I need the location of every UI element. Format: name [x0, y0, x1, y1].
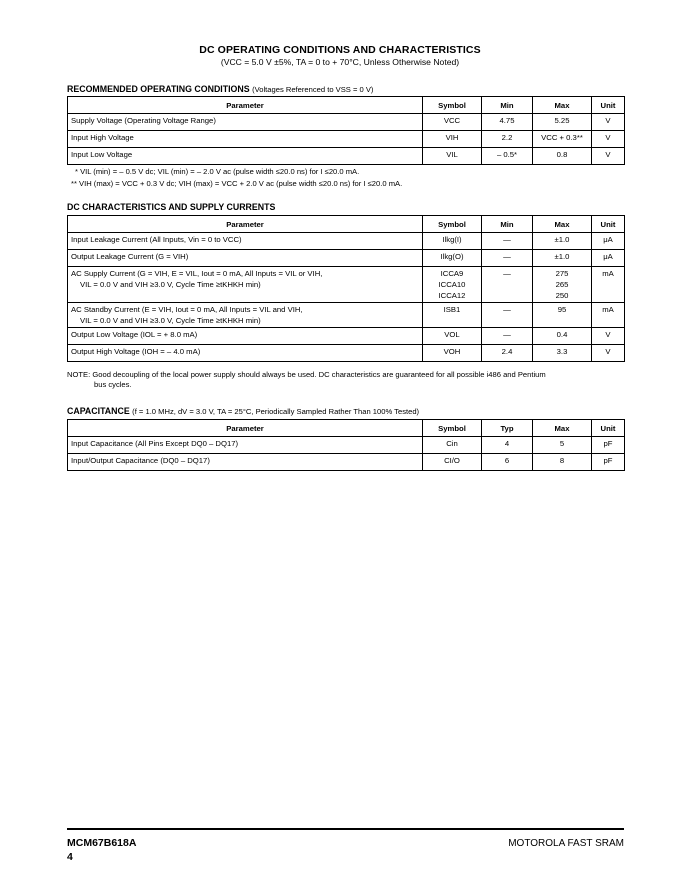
table-row: [68, 131, 625, 148]
table-header-row: [68, 216, 625, 233]
col-header: Symbol: [423, 97, 482, 114]
typ-cell: 4: [482, 437, 533, 454]
symbol-cell: Ilkg(O): [423, 250, 482, 267]
col-header: Unit: [592, 420, 625, 437]
unit-cell: mA: [592, 303, 625, 328]
min-cell: —: [482, 328, 533, 345]
table-row: [68, 233, 625, 250]
recommended-title-note: (Voltages Referenced to VSS = 0 V): [252, 85, 374, 94]
col-header: Min: [482, 97, 533, 114]
dc-section-title: DC CHARACTERISTICS AND SUPPLY CURRENTS: [67, 202, 276, 212]
col-header: Parameter: [68, 97, 423, 114]
part-number: MCM67B618A: [67, 837, 137, 849]
min-cell: 2.4: [482, 345, 533, 362]
unit-cell: V: [592, 131, 625, 148]
unit-cell: V: [592, 148, 625, 165]
parameter-line: VIL = 0.0 V and VIH ≥3.0 V, Cycle Time ≥tKHKH min): [80, 280, 261, 289]
table-row: [68, 303, 625, 328]
unit-cell: mA: [592, 267, 625, 303]
parameter-cell: Output Leakage Current (G = VIH): [68, 250, 423, 267]
symbol-cell: Cin: [423, 437, 482, 454]
max-cell: VCC + 0.3**: [533, 131, 592, 148]
dc-note: [67, 370, 627, 390]
parameter-line: AC Supply Current (G = VIH, E = VIL, Iout = 0 mA, All Inputs = VIL or VIH,: [71, 269, 323, 278]
min-cell: —: [482, 250, 533, 267]
table-row: [68, 345, 625, 362]
capacitance-section-title: [67, 406, 419, 416]
typ-cell: 6: [482, 454, 533, 471]
parameter-cell: Input Capacitance (All Pins Except DQ0 – DQ17): [68, 437, 423, 454]
unit-cell: pF: [592, 454, 625, 471]
symbol-cell: Ilkg(I): [423, 233, 482, 250]
col-header: Symbol: [423, 420, 482, 437]
col-header: Max: [533, 97, 592, 114]
symbol-cell: CI/O: [423, 454, 482, 471]
page-title: DC OPERATING CONDITIONS AND CHARACTERISTICS: [199, 44, 481, 56]
capacitance-title-text: CAPACITANCE: [67, 406, 130, 416]
table-row: [68, 267, 625, 303]
col-header: Max: [533, 216, 592, 233]
page-number: 4: [67, 851, 73, 863]
parameter-cell: Input High Voltage: [68, 131, 423, 148]
table-header-row: [68, 97, 625, 114]
table-row: [68, 328, 625, 345]
table-row: [68, 454, 625, 471]
page-subtitle: (VCC = 5.0 V ±5%, TA = 0 to + 70°C, Unless Otherwise Noted): [220, 57, 460, 67]
max-cell: 0.4: [533, 328, 592, 345]
col-header: Parameter: [68, 420, 423, 437]
parameter-cell: Input Low Voltage: [68, 148, 423, 165]
parameter-cell: Input/Output Capacitance (DQ0 – DQ17): [68, 454, 423, 471]
symbol-line: ICCA12: [438, 291, 466, 300]
note-text: Good decoupling of the local power supply should always be used. DC characteristics are guaranteed for all possible i486 and Pentium: [92, 370, 546, 379]
unit-cell: V: [592, 345, 625, 362]
max-cell: 0.8: [533, 148, 592, 165]
min-cell: —: [482, 267, 533, 303]
symbol-cell: [423, 267, 482, 303]
max-cell: ±1.0: [533, 250, 592, 267]
capacitance-table: [67, 419, 625, 471]
brand-footer: MOTOROLA FAST SRAM: [508, 838, 624, 849]
col-header: Unit: [592, 97, 625, 114]
col-header: Symbol: [423, 216, 482, 233]
unit-cell: V: [592, 328, 625, 345]
table-header-row: [68, 420, 625, 437]
parameter-cell: [68, 267, 423, 303]
note-label: NOTE:: [67, 370, 91, 379]
max-cell: 95: [533, 303, 592, 328]
symbol-cell: VOL: [423, 328, 482, 345]
col-header: Parameter: [68, 216, 423, 233]
col-header: Unit: [592, 216, 625, 233]
table-row: [68, 148, 625, 165]
recommended-title-text: RECOMMENDED OPERATING CONDITIONS: [67, 84, 250, 94]
min-cell: —: [482, 303, 533, 328]
footer-rule: [67, 828, 624, 830]
max-line: 265: [555, 280, 569, 289]
max-cell: 5.25: [533, 114, 592, 131]
parameter-cell: [68, 303, 423, 328]
max-cell: 5: [533, 437, 592, 454]
recommended-table: [67, 96, 625, 165]
note-line: bus cycles.: [94, 380, 132, 389]
col-header: Min: [482, 216, 533, 233]
unit-cell: μA: [592, 250, 625, 267]
parameter-line: AC Standby Current (E = VIH, Iout = 0 mA, All Inputs = VIL and VIH,: [71, 305, 303, 314]
footnote-vil: * VIL (min) = – 0.5 V dc; VIL (min) = – 2.0 V ac (pulse width ≤20.0 ns) for I ≤20.0 mA.: [75, 167, 360, 176]
max-cell: ±1.0: [533, 233, 592, 250]
symbol-cell: VOH: [423, 345, 482, 362]
symbol-cell: ISB1: [423, 303, 482, 328]
symbol-cell: VIL: [423, 148, 482, 165]
symbol-line: ICCA9: [440, 269, 464, 278]
note-line: [67, 370, 627, 380]
max-line: 275: [555, 269, 569, 278]
col-header: Typ: [482, 420, 533, 437]
table-row: [68, 437, 625, 454]
unit-cell: μA: [592, 233, 625, 250]
min-cell: 2.2: [482, 131, 533, 148]
unit-cell: pF: [592, 437, 625, 454]
table-row: [68, 250, 625, 267]
parameter-cell: Output Low Voltage (IOL = + 8.0 mA): [68, 328, 423, 345]
table-row: [68, 114, 625, 131]
max-cell: 8: [533, 454, 592, 471]
dc-table: [67, 215, 625, 362]
parameter-cell: Input Leakage Current (All Inputs, Vin = 0 to VCC): [68, 233, 423, 250]
parameter-cell: Output High Voltage (IOH = – 4.0 mA): [68, 345, 423, 362]
recommended-section-title: [67, 84, 373, 94]
max-cell: 3.3: [533, 345, 592, 362]
min-cell: 4.75: [482, 114, 533, 131]
footnote-vih: ** VIH (max) = VCC + 0.3 V dc; VIH (max) = VCC + 2.0 V ac (pulse width ≤20.0 ns) for I ≤20.0 mA.: [71, 179, 403, 188]
symbol-line: ICCA10: [438, 280, 466, 289]
symbol-cell: VIH: [423, 131, 482, 148]
parameter-cell: Supply Voltage (Operating Voltage Range): [68, 114, 423, 131]
unit-cell: V: [592, 114, 625, 131]
capacitance-title-note: (f = 1.0 MHz, dV = 3.0 V, TA = 25°C, Periodically Sampled Rather Than 100% Tested): [132, 407, 420, 416]
min-cell: —: [482, 233, 533, 250]
min-cell: – 0.5*: [482, 148, 533, 165]
parameter-line: VIL = 0.0 V and VIH ≥3.0 V, Cycle Time ≥tKHKH min): [80, 316, 261, 325]
col-header: Max: [533, 420, 592, 437]
max-cell: [533, 267, 592, 303]
max-line: 250: [555, 291, 569, 300]
symbol-cell: VCC: [423, 114, 482, 131]
